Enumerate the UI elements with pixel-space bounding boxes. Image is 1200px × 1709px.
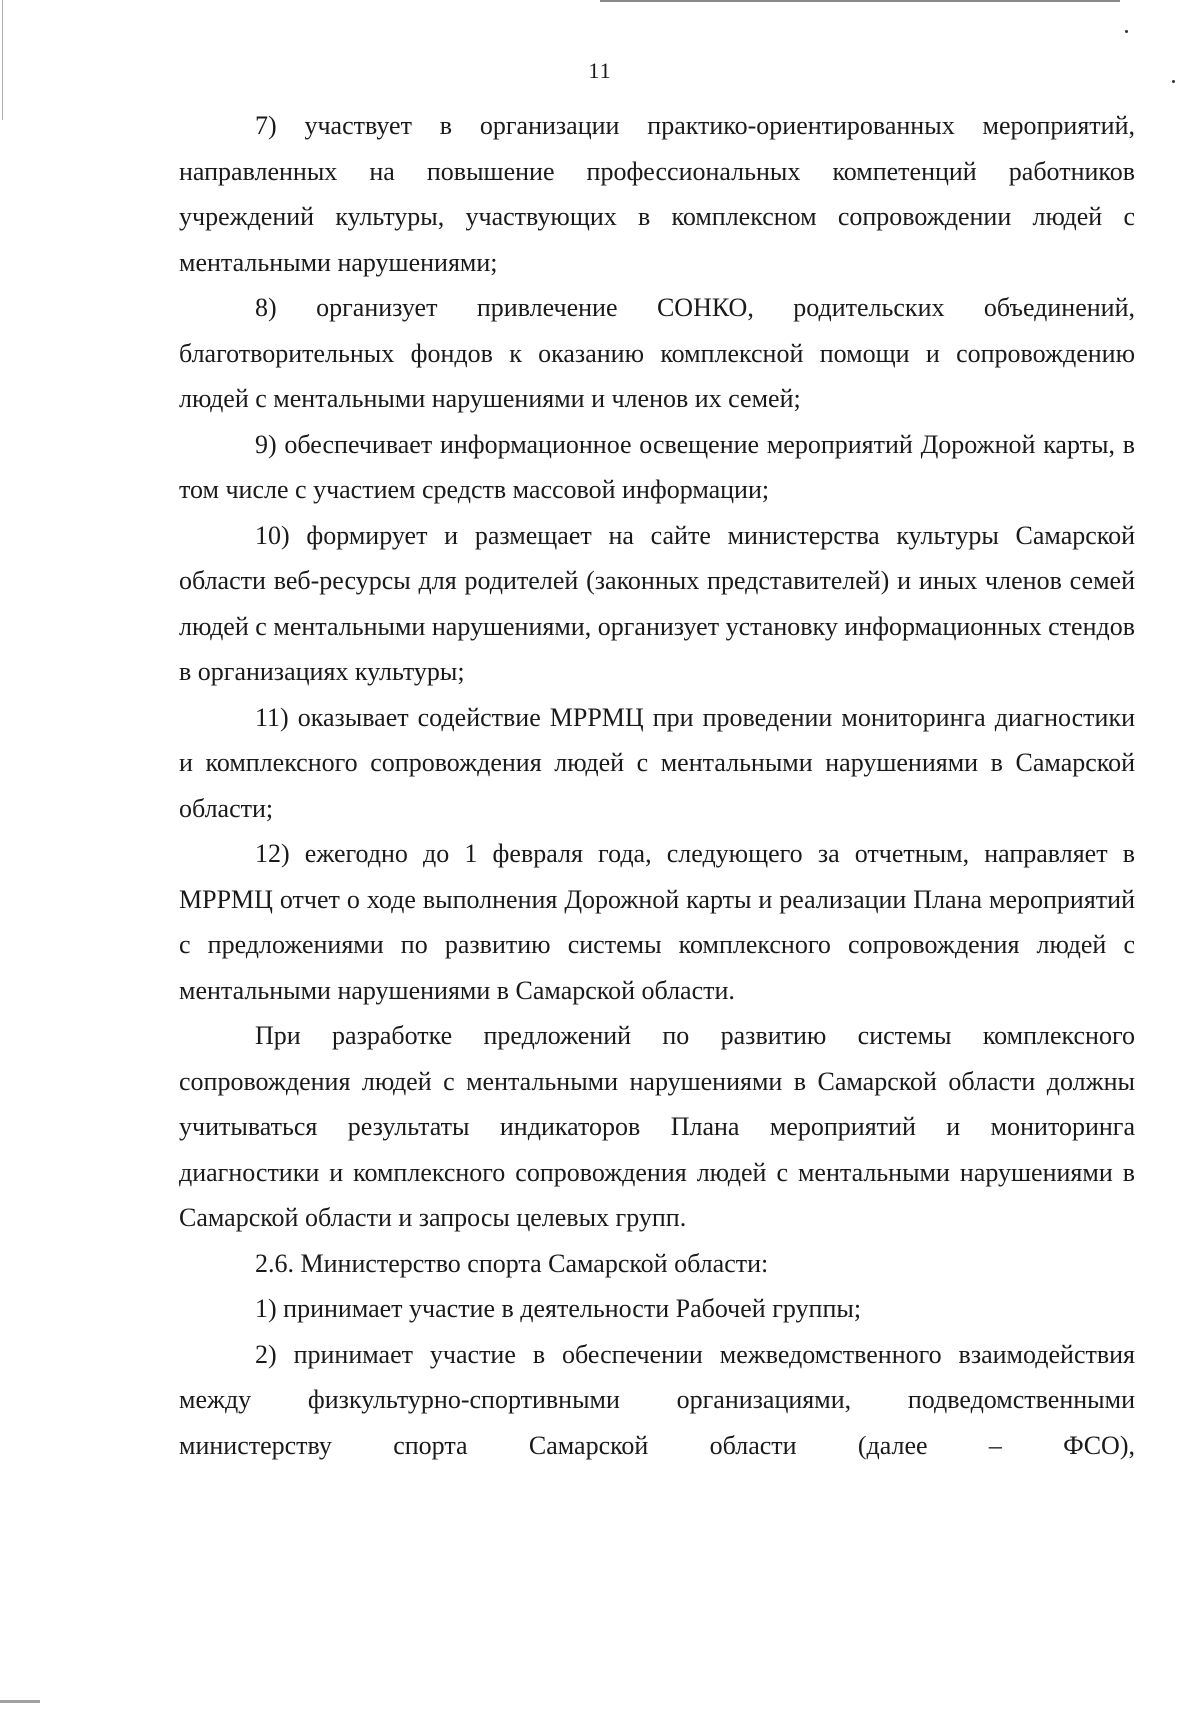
paragraph-sport-item-1: 1) принимает участие в деятельности Рабочей группы; <box>255 1294 862 1323</box>
paragraph-item-8: 8) организует привлечение СОНКО, родительских объединений, благотворительных фондов к оказанию комплексной помощи и сопровождению людей с ментальными нарушениями и членов их семей; <box>179 293 1135 413</box>
paragraph-item-11: 11) оказывает содействие МРРМЦ при проведении мониторинга диагностики и комплексного сопровождения людей с ментальными нарушениями в Самарской области; <box>179 702 1135 823</box>
paragraph-item-10: 10) формирует и размещает на сайте министерства культуры Самарской области веб-ресурсы для родителей (законных представителей) и иных членов семей людей с ментальными нарушениями, организует установку информационных стендов в организациях культуры; <box>179 520 1135 686</box>
section-heading-2-6: 2.6. Министерство спорта Самарской области: <box>255 1248 769 1278</box>
page-number: 11 <box>588 58 612 83</box>
scan-artifact-top-line <box>600 0 1120 2</box>
paragraph-proposals: При разработке предложений по развитию системы комплексного сопровождения людей с ментальными нарушениями в Самарской области должны учитываться результаты индикаторов Плана мероприятий и мониторинга диагностики и комплексного сопровождения людей с ментальными нарушениями в Самарской области и запросы целевых групп. <box>179 1021 1135 1232</box>
scan-artifact-bottom-mark <box>0 1700 40 1703</box>
paragraph-sport-item-2: 2) принимает участие в обеспечении межведомственного взаимодействия между физкультурно-спортивными организациями, подведомственными министерству спорта Самарской области (далее – ФСО), <box>179 1339 1135 1460</box>
scan-artifact-dot <box>1125 30 1128 33</box>
document-body <box>179 103 1135 1468</box>
paragraph-item-9: 9) обеспечивает информационное освещение мероприятий Дорожной карты, в том числе с участием средств массовой информации; <box>179 429 1135 504</box>
paragraph-item-12: 12) ежегодно до 1 февраля года, следующего за отчетным, направляет в МРРМЦ отчет о ходе выполнения Дорожной карты и реализации Плана мероприятий с предложениями по развитию системы комплексного сопровождения людей с ментальными нарушениями в Самарской области. <box>179 839 1135 1005</box>
paragraph-item-7: 7) участвует в организации практико-ориентированных мероприятий, направленных на повышение профессиональных компетенций работников учреждений культуры, участвующих в комплексном сопровождении людей с ментальными нарушениями; <box>179 111 1135 277</box>
